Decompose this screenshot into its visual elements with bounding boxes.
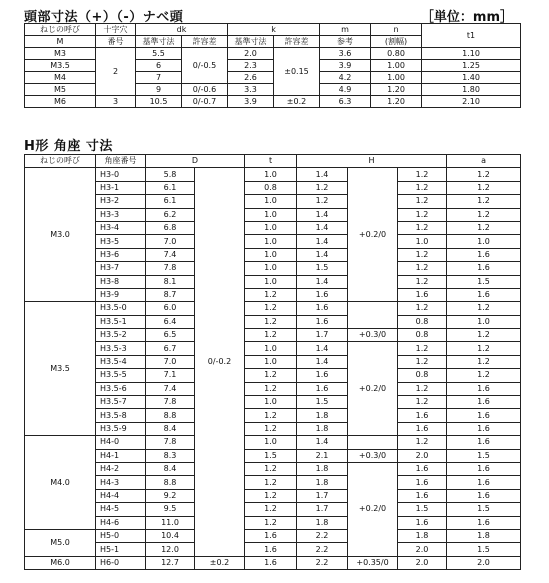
table-cell: 6.1	[146, 181, 195, 194]
table-cell: 1.4	[297, 342, 348, 355]
table-cell: H3.5-9	[96, 422, 146, 435]
table-row	[25, 449, 521, 462]
table-row	[25, 342, 521, 355]
table-row	[25, 503, 521, 516]
table-cell: 1.6	[447, 248, 521, 261]
table-cell: 1.25	[422, 60, 521, 72]
unit-label: ［単位：mm］	[420, 10, 513, 25]
table-cell: M6	[25, 96, 96, 108]
table-cell: 1.5	[297, 396, 348, 409]
table-cell: 1.2	[398, 302, 447, 315]
table-row	[25, 355, 521, 368]
table-cell: 1.10	[422, 48, 521, 60]
header-cell: n	[371, 24, 422, 36]
table-cell: 1.4	[297, 221, 348, 234]
table-cell: H3.5-7	[96, 396, 146, 409]
table-cell: 0/-0.2	[195, 168, 245, 556]
table-cell: 1.5	[297, 262, 348, 275]
table-cell: 1.0	[245, 262, 297, 275]
table-row	[25, 48, 521, 60]
table-cell: H3.5-3	[96, 342, 146, 355]
table-cell: 0/-0.7	[182, 96, 228, 108]
table-cell: 12.7	[146, 556, 195, 569]
table-cell: 1.6	[297, 369, 348, 382]
table-cell: 1.4	[297, 208, 348, 221]
table-cell: 1.2	[297, 181, 348, 194]
table-cell: M3.5	[25, 302, 96, 436]
table-row	[25, 96, 521, 108]
table-row	[25, 556, 521, 569]
table-cell: 1.2	[398, 168, 447, 181]
table-cell: 1.6	[447, 409, 521, 422]
table-cell: 1.2	[398, 396, 447, 409]
table-cell: 1.6	[398, 422, 447, 435]
header-cell: m	[320, 24, 371, 36]
table-cell: 1.2	[245, 422, 297, 435]
table-cell: 2.6	[228, 72, 274, 84]
table-cell: 9.2	[146, 489, 195, 502]
header-cell: D	[146, 155, 245, 168]
table-cell: 1.6	[447, 436, 521, 449]
table-cell: 2.2	[297, 543, 348, 556]
table-cell: 1.6	[447, 422, 521, 435]
table-cell: 1.2	[245, 288, 297, 301]
header-cell: M	[25, 36, 96, 48]
table-row	[25, 476, 521, 489]
table-cell: ±0.15	[274, 48, 320, 96]
table-cell: 9.5	[146, 503, 195, 516]
table-cell: 1.6	[398, 489, 447, 502]
table-cell: H3.5-6	[96, 382, 146, 395]
table-cell: 1.2	[398, 208, 447, 221]
table-cell: H3-9	[96, 288, 146, 301]
table-cell: 3.9	[320, 60, 371, 72]
table-cell: 1.4	[297, 235, 348, 248]
table-cell: 2.0	[398, 556, 447, 569]
table-row	[25, 275, 521, 288]
table-cell: 1.20	[371, 96, 422, 108]
table-cell: 8.4	[146, 422, 195, 435]
table-cell: 8.8	[146, 409, 195, 422]
table-cell: H4-5	[96, 503, 146, 516]
table-cell: 7.8	[146, 436, 195, 449]
table-cell: H4-2	[96, 462, 146, 475]
table-cell: 8.7	[146, 288, 195, 301]
table-cell: 2.10	[422, 96, 521, 108]
table-cell: 4.9	[320, 84, 371, 96]
table-cell: 7.4	[146, 248, 195, 261]
table-cell: H3.5-2	[96, 329, 146, 342]
table-cell: H3.5-5	[96, 369, 146, 382]
table-cell: 1.2	[245, 503, 297, 516]
table-cell: M3.5	[25, 60, 96, 72]
table-cell: 1.2	[447, 168, 521, 181]
table-cell	[348, 436, 398, 449]
table-cell: 1.4	[297, 248, 348, 261]
table-cell: 1.2	[245, 369, 297, 382]
header-cell: 番号	[96, 36, 136, 48]
table-cell: H3.5-4	[96, 355, 146, 368]
table-cell: H3-1	[96, 181, 146, 194]
table-cell: 7.8	[146, 396, 195, 409]
table-cell: 1.0	[245, 195, 297, 208]
table-cell: M6.0	[25, 556, 96, 569]
table-cell: 1.0	[245, 168, 297, 181]
table-row	[25, 235, 521, 248]
table-cell: 1.6	[447, 382, 521, 395]
table-cell: 1.6	[447, 516, 521, 529]
header-cell: (割幅)	[371, 36, 422, 48]
header-cell: t1	[422, 24, 521, 48]
table-cell: 1.6	[245, 529, 297, 542]
table-cell: 1.2	[398, 355, 447, 368]
table-cell: 1.6	[297, 302, 348, 315]
table-cell: 1.2	[297, 195, 348, 208]
table-cell: H5-1	[96, 543, 146, 556]
table-cell: 1.40	[422, 72, 521, 84]
table-cell: 1.6	[398, 476, 447, 489]
table-cell: 1.6	[297, 382, 348, 395]
table-cell: 1.6	[297, 288, 348, 301]
table-cell: 0.8	[398, 315, 447, 328]
table-cell: 1.2	[398, 195, 447, 208]
table-cell: 1.5	[447, 503, 521, 516]
table-cell: 1.2	[447, 221, 521, 234]
table-cell: H3.5-8	[96, 409, 146, 422]
table-cell: 2.0	[398, 543, 447, 556]
table-cell: 2.3	[228, 60, 274, 72]
header-cell: k	[228, 24, 320, 36]
table-row	[25, 315, 521, 328]
table-cell: H3.5-0	[96, 302, 146, 315]
table-cell: H4-4	[96, 489, 146, 502]
table-row	[25, 288, 521, 301]
table-cell: 5.8	[146, 168, 195, 181]
header-cell: ねじの呼び	[25, 24, 96, 36]
table-cell: 1.0	[245, 275, 297, 288]
table-cell: 1.8	[297, 516, 348, 529]
table-cell: ±0.2	[195, 556, 245, 569]
table-cell: 1.6	[447, 396, 521, 409]
table-cell: 6.7	[146, 342, 195, 355]
table-cell: 0.8	[398, 369, 447, 382]
table-cell: 1.80	[422, 84, 521, 96]
table-cell: 1.2	[447, 208, 521, 221]
table-cell: 1.5	[245, 449, 297, 462]
table-cell: 1.2	[398, 436, 447, 449]
table-row	[25, 436, 521, 449]
table-cell: H4-0	[96, 436, 146, 449]
table-cell: 6.8	[146, 221, 195, 234]
table-cell: 1.2	[245, 329, 297, 342]
table-cell: 0.8	[245, 181, 297, 194]
table-cell: H4-6	[96, 516, 146, 529]
table-cell: 1.8	[398, 529, 447, 542]
table-cell: 1.7	[297, 329, 348, 342]
table-cell: 1.6	[245, 543, 297, 556]
table-cell: 0/-0.6	[182, 84, 228, 96]
table-cell: 1.2	[245, 476, 297, 489]
table-cell: 1.0	[245, 208, 297, 221]
table-cell: +0.35/0	[348, 556, 398, 569]
table-row	[25, 462, 521, 475]
table-cell: +0.2/0	[348, 462, 398, 556]
table-cell: 1.0	[245, 355, 297, 368]
table-row	[25, 489, 521, 502]
table-cell: 6.3	[320, 96, 371, 108]
table-cell: M4.0	[25, 436, 96, 530]
table-cell: 7.1	[146, 369, 195, 382]
header-cell: 基準寸法	[136, 36, 182, 48]
table-cell: 1.5	[398, 503, 447, 516]
table-cell	[348, 302, 398, 329]
table-cell: M3.0	[25, 168, 96, 302]
table-row	[25, 262, 521, 275]
table-row	[25, 195, 521, 208]
table-row	[25, 516, 521, 529]
table-cell: 1.2	[398, 221, 447, 234]
table-cell: 2.0	[228, 48, 274, 60]
table-cell: 1.2	[245, 302, 297, 315]
table-row	[25, 221, 521, 234]
table-cell: H3-8	[96, 275, 146, 288]
table-cell: 6.5	[146, 329, 195, 342]
header-cell: t	[245, 155, 297, 168]
table-row	[25, 168, 521, 181]
table-cell: 1.6	[447, 288, 521, 301]
table-cell: 3.9	[228, 96, 274, 108]
table-cell: 10.4	[146, 529, 195, 542]
table-cell: 1.8	[297, 422, 348, 435]
table-cell: 1.2	[245, 516, 297, 529]
table-cell: 1.2	[245, 409, 297, 422]
table-cell: 1.0	[245, 235, 297, 248]
table-cell: 1.4	[297, 355, 348, 368]
table-cell: 0/-0.5	[182, 48, 228, 84]
table-cell: 1.2	[245, 489, 297, 502]
table-cell: 1.8	[297, 462, 348, 475]
table-cell: +0.2/0	[348, 168, 398, 302]
table-cell: 1.2	[447, 355, 521, 368]
table-cell: 6.1	[146, 195, 195, 208]
table-cell: 0.80	[371, 48, 422, 60]
table-cell: H5-0	[96, 529, 146, 542]
table-row	[25, 529, 521, 542]
table-cell: 4.2	[320, 72, 371, 84]
square-seat-table	[24, 154, 521, 570]
table-cell: 2.0	[447, 556, 521, 569]
table-row	[25, 422, 521, 435]
table-cell: 2	[96, 48, 136, 96]
table-row	[25, 329, 521, 342]
table-cell: M5	[25, 84, 96, 96]
table-cell: 1.2	[245, 462, 297, 475]
table-cell: 6.4	[146, 315, 195, 328]
table-cell: 1.2	[398, 262, 447, 275]
table-cell: 12.0	[146, 543, 195, 556]
header-cell: 参考	[320, 36, 371, 48]
table-cell: 1.5	[447, 543, 521, 556]
table-cell: 1.0	[245, 342, 297, 355]
table-cell: 9	[136, 84, 182, 96]
table-cell: 1.2	[447, 369, 521, 382]
table-cell: 1.6	[447, 262, 521, 275]
table-cell: 1.0	[245, 248, 297, 261]
table-cell: +0.3/0	[348, 329, 398, 342]
table-cell: 2.0	[398, 449, 447, 462]
table-cell: 1.7	[297, 503, 348, 516]
table-cell: H4-3	[96, 476, 146, 489]
table-cell: 7.8	[146, 262, 195, 275]
table-cell: 1.2	[398, 248, 447, 261]
table-cell: 1.6	[447, 462, 521, 475]
table-cell: 1.0	[447, 235, 521, 248]
table-cell: 1.6	[447, 476, 521, 489]
table-cell: H3-6	[96, 248, 146, 261]
head-dimensions-table	[24, 23, 521, 108]
table-cell: M4	[25, 72, 96, 84]
table-cell: 1.6	[447, 489, 521, 502]
table-cell: 1.0	[245, 396, 297, 409]
table-cell: 1.2	[245, 382, 297, 395]
table-cell: 8.4	[146, 462, 195, 475]
table-row	[25, 396, 521, 409]
table-cell: H3-7	[96, 262, 146, 275]
table-cell: 7.4	[146, 382, 195, 395]
table-cell: 1.00	[371, 60, 422, 72]
table-row	[25, 369, 521, 382]
table-cell: 1.6	[398, 462, 447, 475]
table-cell: 1.6	[398, 409, 447, 422]
table-row	[25, 248, 521, 261]
table-cell: 11.0	[146, 516, 195, 529]
table-cell: H3.5-1	[96, 315, 146, 328]
table-cell: 1.8	[297, 476, 348, 489]
table-cell: 8.8	[146, 476, 195, 489]
table-cell: 8.3	[146, 449, 195, 462]
table-cell: 1.0	[245, 436, 297, 449]
table-cell: 1.4	[297, 168, 348, 181]
table-cell: 1.0	[245, 221, 297, 234]
table-cell: 7.0	[146, 355, 195, 368]
table-row	[25, 543, 521, 556]
table-header-row	[25, 24, 521, 36]
table-cell: H3-5	[96, 235, 146, 248]
table-cell: 6	[136, 60, 182, 72]
table-cell: 1.4	[297, 275, 348, 288]
table-cell: 10.5	[136, 96, 182, 108]
table-cell: 1.2	[398, 181, 447, 194]
table-cell: 1.2	[447, 329, 521, 342]
table-cell: 1.6	[398, 288, 447, 301]
table-cell: H3-0	[96, 168, 146, 181]
table-cell: 1.2	[447, 195, 521, 208]
table-row	[25, 181, 521, 194]
table-cell: 1.2	[447, 302, 521, 315]
table-cell: M5.0	[25, 529, 96, 556]
table-cell: 1.2	[398, 382, 447, 395]
table-cell: 3.6	[320, 48, 371, 60]
table-cell: 1.6	[398, 516, 447, 529]
table-cell: H3-4	[96, 221, 146, 234]
table-cell: 3.3	[228, 84, 274, 96]
table-header-row	[25, 155, 521, 168]
square-seat-title: H形 角座 寸法	[24, 139, 113, 154]
table-cell: 1.00	[371, 72, 422, 84]
table-cell: 1.0	[447, 315, 521, 328]
table-cell: 5.5	[136, 48, 182, 60]
table-cell: 8.1	[146, 275, 195, 288]
table-cell: 1.8	[447, 529, 521, 542]
table-cell: 1.6	[245, 556, 297, 569]
table-cell: 1.8	[297, 409, 348, 422]
table-cell: 7	[136, 72, 182, 84]
table-cell: 0.8	[398, 329, 447, 342]
table-cell: 1.7	[297, 489, 348, 502]
table-cell: H4-1	[96, 449, 146, 462]
table-cell: 6.0	[146, 302, 195, 315]
table-cell: 6.2	[146, 208, 195, 221]
header-cell: 許容差	[274, 36, 320, 48]
header-cell: a	[447, 155, 521, 168]
header-cell: 基準寸法	[228, 36, 274, 48]
header-cell: 許容差	[182, 36, 228, 48]
table-cell: 1.2	[398, 275, 447, 288]
table-cell: 1.5	[447, 275, 521, 288]
table-cell: 1.2	[245, 315, 297, 328]
table-cell: ±0.2	[274, 96, 320, 108]
table-cell: 2.1	[297, 449, 348, 462]
head-dimensions-title: 頭部寸法（+）（-）ナベ頭	[24, 10, 184, 25]
table-cell: +0.2/0	[348, 342, 398, 436]
table-cell: 1.0	[398, 235, 447, 248]
header-cell: dk	[136, 24, 228, 36]
table-cell: 3	[96, 96, 136, 108]
table-row	[25, 409, 521, 422]
table-cell: +0.3/0	[348, 449, 398, 462]
table-cell: 2.2	[297, 556, 348, 569]
header-cell: H	[297, 155, 447, 168]
table-row	[25, 382, 521, 395]
table-cell: 1.5	[447, 449, 521, 462]
table-cell: H3-3	[96, 208, 146, 221]
table-cell: 1.2	[398, 342, 447, 355]
table-cell: 1.2	[447, 181, 521, 194]
header-cell: 十字穴	[96, 24, 136, 36]
table-cell: 7.0	[146, 235, 195, 248]
table-cell: M3	[25, 48, 96, 60]
header-cell: 角座番号	[96, 155, 146, 168]
table-cell: 1.20	[371, 84, 422, 96]
table-cell: 1.4	[297, 436, 348, 449]
table-row	[25, 302, 521, 315]
table-row	[25, 208, 521, 221]
table-cell: H3-2	[96, 195, 146, 208]
header-cell: ねじの呼び	[25, 155, 96, 168]
table-cell: 1.2	[447, 342, 521, 355]
table-cell: 1.6	[297, 315, 348, 328]
table-cell: H6-0	[96, 556, 146, 569]
table-cell: 2.2	[297, 529, 348, 542]
